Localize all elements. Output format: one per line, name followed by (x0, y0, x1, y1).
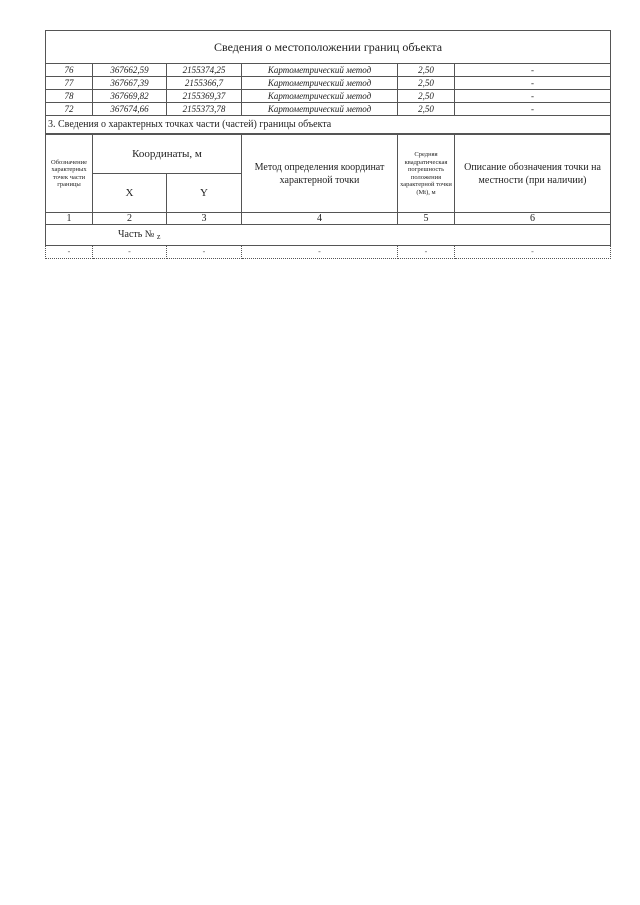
part-label (46, 225, 611, 246)
coord-x: 367674,66 (93, 103, 167, 116)
boundary-title: Сведения о местоположении границ объекта (46, 31, 611, 64)
header-accuracy: Средняя квадратическая погрешность положения характерной точки (Mt), м (398, 135, 455, 213)
column-number: 6 (455, 213, 611, 225)
coord-x: 367667,39 (93, 77, 167, 90)
point-number: 78 (46, 90, 93, 103)
header-method: Метод определения координат характерной точки (242, 135, 398, 213)
point-number: 76 (46, 64, 93, 77)
coord-y: 2155369,37 (167, 90, 242, 103)
coord-y: 2155366,7 (167, 77, 242, 90)
boundary-table (45, 30, 611, 134)
table-row (46, 90, 611, 103)
header-row-1 (46, 135, 611, 174)
section-title-row (46, 116, 611, 134)
table-row (46, 77, 611, 90)
section-title: 3. Сведения о характерных точках части (частей) границы объекта (46, 116, 611, 134)
part-points-table (45, 134, 611, 259)
column-number: 2 (93, 213, 167, 225)
empty-cell: - (93, 246, 167, 259)
point-number: 72 (46, 103, 93, 116)
coord-x: 367669,82 (93, 90, 167, 103)
method: Картометрический метод (242, 103, 398, 116)
part-label-row (46, 225, 611, 246)
accuracy: 2,50 (398, 64, 455, 77)
empty-cell: - (455, 246, 611, 259)
column-number: 1 (46, 213, 93, 225)
method: Картометрический метод (242, 64, 398, 77)
coord-y: 2155374,25 (167, 64, 242, 77)
coord-y: 2155373,78 (167, 103, 242, 116)
part-label-text: Часть № (118, 229, 157, 240)
point-number: 77 (46, 77, 93, 90)
description: - (455, 103, 611, 116)
coord-x: 367662,59 (93, 64, 167, 77)
header-coordinates: Координаты, м (93, 135, 242, 174)
boundary-title-row (46, 31, 611, 64)
header-description: Описание обозначения точки на местности (при наличии) (455, 135, 611, 213)
empty-cell: - (242, 246, 398, 259)
method: Картометрический метод (242, 90, 398, 103)
table-row (46, 103, 611, 116)
column-number-row (46, 213, 611, 225)
description: - (455, 77, 611, 90)
empty-cell: - (398, 246, 455, 259)
accuracy: 2,50 (398, 90, 455, 103)
document-sheet (45, 30, 610, 259)
header-point-designation: Обозначение характерных точек части границы (46, 135, 93, 213)
column-number: 3 (167, 213, 242, 225)
table-row (46, 246, 611, 259)
table-row (46, 64, 611, 77)
empty-cell: - (167, 246, 242, 259)
accuracy: 2,50 (398, 77, 455, 90)
description: - (455, 64, 611, 77)
header-x: X (93, 174, 167, 213)
part-number: z (156, 232, 161, 241)
accuracy: 2,50 (398, 103, 455, 116)
empty-cell: - (46, 246, 93, 259)
description: - (455, 90, 611, 103)
column-number: 4 (242, 213, 398, 225)
header-y: Y (167, 174, 242, 213)
column-number: 5 (398, 213, 455, 225)
method: Картометрический метод (242, 77, 398, 90)
